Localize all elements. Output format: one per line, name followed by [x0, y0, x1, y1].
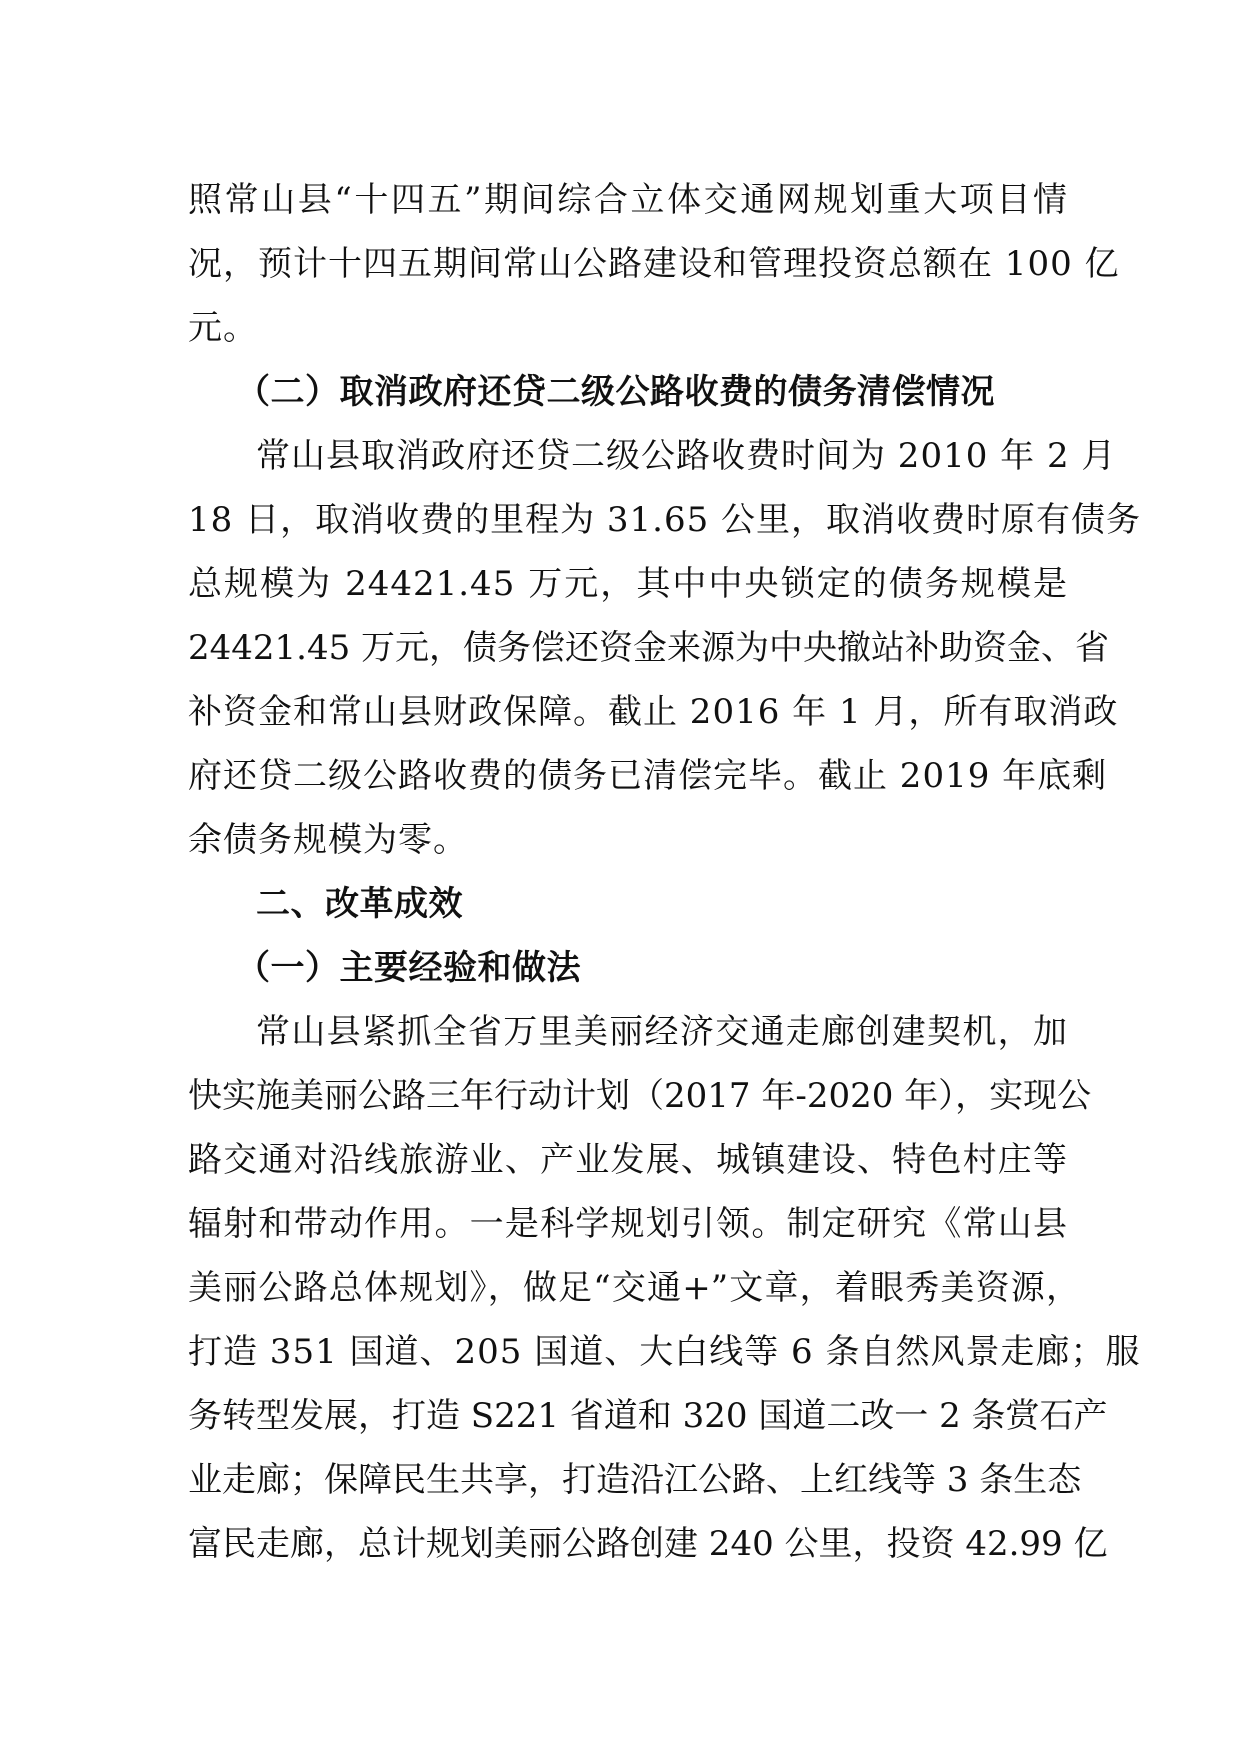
body-text-line: 快实施美丽公路三年行动计划（2017 年-2020 年），实现公 — [188, 1076, 1092, 1116]
body-text-line: 富民走廊，总计规划美丽公路创建 240 公里，投资 42.99 亿 — [188, 1524, 1108, 1564]
body-text-line: 府还贷二级公路收费的债务已清偿完毕。截止 2019 年底剩 — [188, 756, 1108, 796]
subsection-heading: （一）主要经验和做法 — [236, 948, 581, 988]
body-text-line: 打造 351 国道、205 国道、大白线等 6 条自然风景走廊；服 — [188, 1332, 1141, 1372]
body-text-line: 24421.45 万元，债务偿还资金来源为中央撤站补助资金、省 — [188, 628, 1110, 668]
body-text-line: 补资金和常山县财政保障。截止 2016 年 1 月，所有取消政 — [188, 692, 1119, 732]
body-text-line: 元。 — [188, 308, 258, 348]
body-text-line: 常山县取消政府还贷二级公路收费时间为 2010 年 2 月 — [256, 436, 1117, 476]
body-text-line: 总规模为 24421.45 万元，其中中央锁定的债务规模是 — [188, 564, 1068, 604]
body-text-line: 务转型发展，打造 S221 省道和 320 国道二改一 2 条赏石产 — [188, 1396, 1108, 1436]
body-text-line: 业走廊；保障民生共享，打造沿江公路、上红线等 3 条生态 — [188, 1460, 1082, 1500]
body-text-line: 余债务规模为零。 — [188, 820, 468, 860]
body-text-line: 辐射和带动作用。一是科学规划引领。制定研究《常山县 — [188, 1204, 1068, 1244]
body-text-line: 美丽公路总体规划》，做足“交通+”文章，着眼秀美资源， — [188, 1268, 1080, 1308]
body-text-line: 常山县紧抓全省万里美丽经济交通走廊创建契机，加 — [256, 1012, 1068, 1052]
body-text-line: 照常山县“十四五”期间综合立体交通网规划重大项目情 — [188, 180, 1068, 220]
chapter-heading: 二、改革成效 — [256, 884, 463, 924]
body-text-line: 路交通对沿线旅游业、产业发展、城镇建设、特色村庄等 — [188, 1140, 1068, 1180]
body-text-line: 况，预计十四五期间常山公路建设和管理投资总额在 100 亿 — [188, 244, 1120, 284]
section-heading: （二）取消政府还贷二级公路收费的债务清偿情况 — [236, 372, 995, 412]
body-text-line: 18 日，取消收费的里程为 31.65 公里，取消收费时原有债务 — [188, 500, 1142, 540]
